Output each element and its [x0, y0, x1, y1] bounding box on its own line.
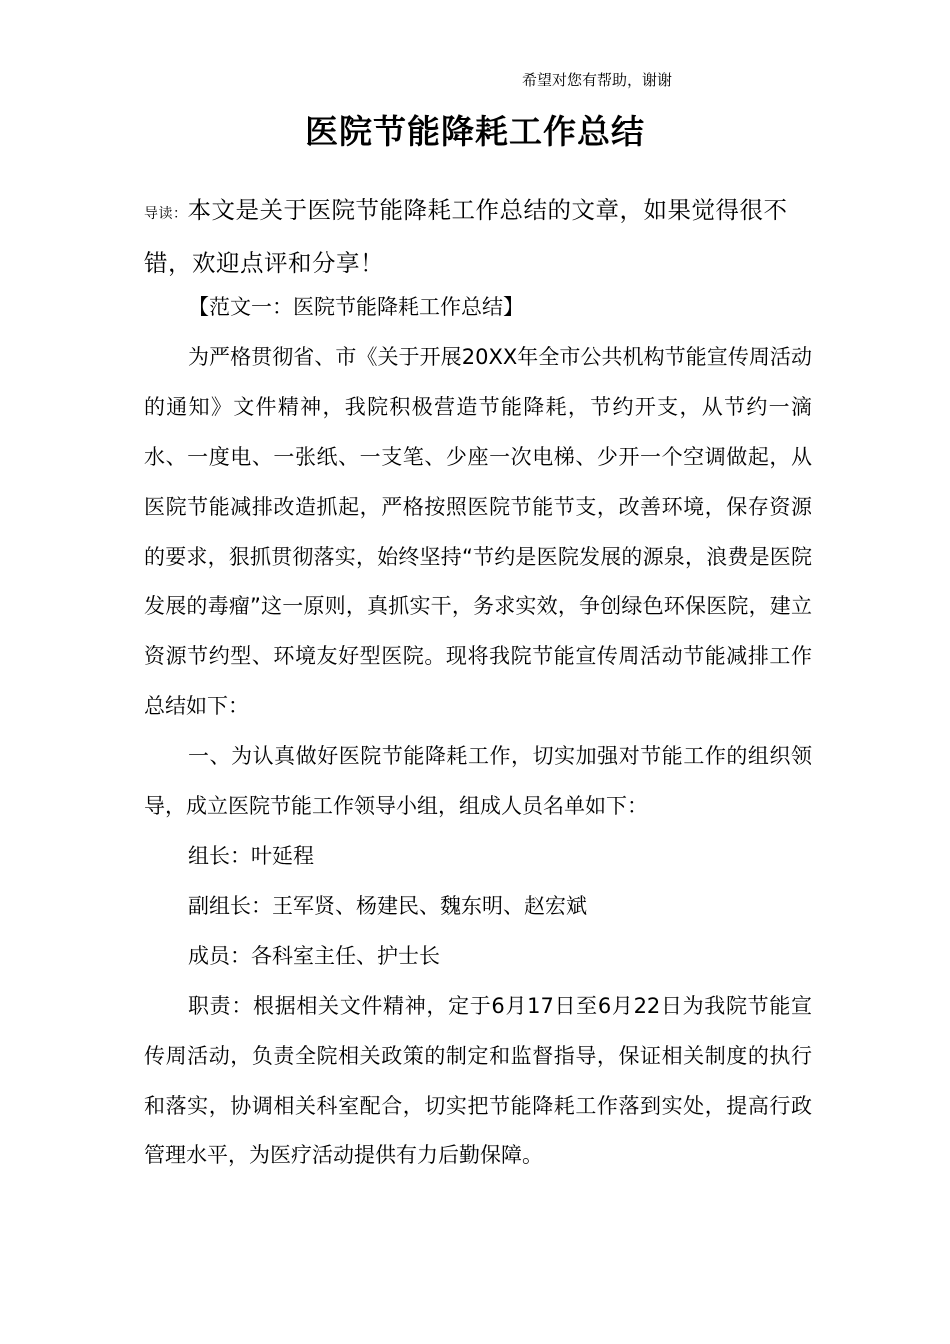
section-heading: 【范文一：医院节能降耗工作总结】: [188, 295, 524, 319]
team-leader-line: 组长：叶延程: [188, 843, 314, 868]
page-title: 医院节能降耗工作总结: [305, 112, 645, 151]
intro-paragraph: [144, 186, 810, 288]
body-paragraph: 为严格贯彻省、市《关于开展20XX年全市公共机构节能宣传周活动的通知》文件精神，我院积极营造节能降耗，节约开支，从节约一滴水、一度电、一张纸、一支笔、少座一次电梯、少开一个空调做起，从医院节能减排改造抓起，严格按照医院节能节支，改善环境，保存资源的要求，狠抓贯彻落实，始终坚持“节约是医院发展的源泉，浪费是医院发展的毒瘤”这一原则，真抓实干，务求实效，争创绿色环保医院，建立资源节约型、环境友好型医院。现将我院节能宣传周活动节能减排工作总结如下：: [144, 344, 812, 719]
body-paragraph: 一、为认真做好医院节能降耗工作，切实加强对节能工作的组织领导，成立医院节能工作领导小组，组成人员名单如下：: [144, 744, 812, 819]
deputy-leaders-line: 副组长：王军贤、杨建民、魏东明、赵宏斌: [188, 893, 587, 918]
intro-label: 导读：: [144, 206, 188, 222]
intro-text: 本文是关于医院节能降耗工作总结的文章，如果觉得很不错，欢迎点评和分享！: [144, 196, 788, 277]
duties-paragraph: 职责：根据相关文件精神，定于6月17日至6月22日为我院节能宣传周活动，负责全院相关政策的制定和监督指导，保证相关制度的执行和落实，协调相关科室配合，切实把节能降耗工作落到实处，提高行政管理水平，为医疗活动提供有力后勤保障。: [144, 993, 812, 1168]
header-note: 希望对您有帮助，谢谢: [522, 71, 673, 89]
document-body: [144, 283, 812, 1181]
members-line: 成员：各科室主任、护士长: [188, 943, 440, 968]
